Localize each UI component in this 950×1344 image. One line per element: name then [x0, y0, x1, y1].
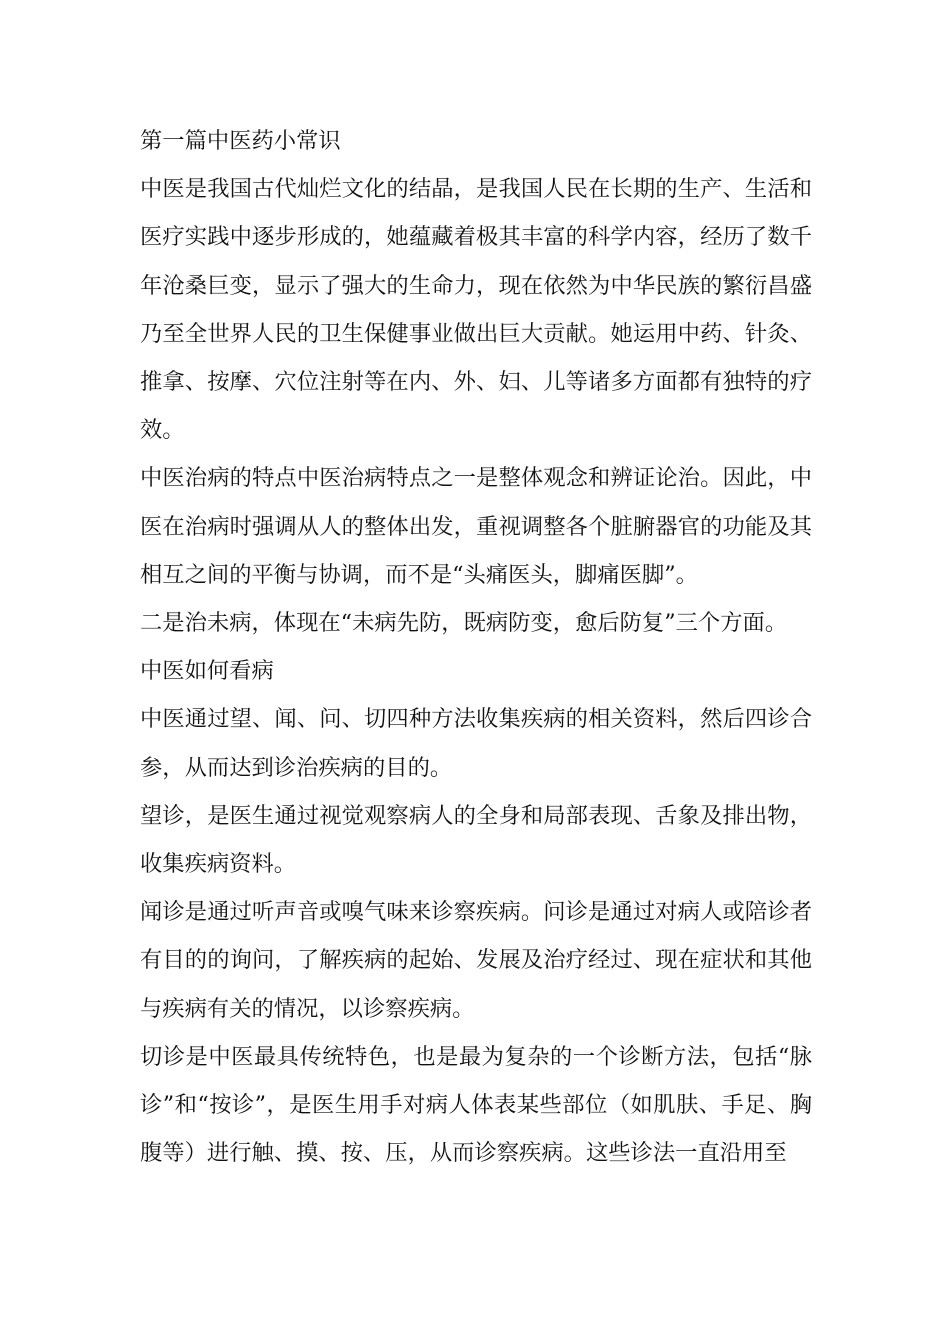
section-heading-diagnosis: 中医如何看病 [140, 658, 274, 685]
paragraph-listening-inquiry: 闻诊是通过听声音或嗅气味来诊察疾病。问诊是通过对病人或陪诊者有目的的询问，了解疾病的起始、发展及治疗经过、现在症状和其他与疾病有关的情况，以诊察疾病。 [140, 899, 812, 1022]
document-body [140, 117, 812, 1177]
paragraph-intro: 中医是我国古代灿烂文化的结晶，是我国人民在长期的生产、生活和医疗实践中逐步形成的，她蕴藏着极其丰富的科学内容，经历了数千年沧桑巨变，显示了强大的生命力，现在依然为中华民族的繁衍昌盛乃至全世界人民的卫生保健事业做出巨大贡献。她运用中药、针灸、推拿、按摩、穴位注射等在内、外、妇、儿等诸多方面都有独特的疗效。 [140, 176, 812, 444]
paragraph-treatment-features: 中医治病的特点中医治病特点之一是整体观念和辨证论治。因此，中医在治病时强调从人的整体出发，重视调整各个脏腑器官的功能及其相互之间的平衡与协调，而不是“头痛医头，脚痛医脚”。 [140, 465, 812, 588]
paragraph-inspection: 望诊，是医生通过视觉观察病人的全身和局部表现、舌象及排出物，收集疾病资料。 [140, 802, 812, 878]
paragraph-prevention: 二是治未病，体现在“未病先防，既病防变，愈后防复”三个方面。 [140, 610, 788, 637]
paragraph-palpation: 切诊是中医最具传统特色，也是最为复杂的一个诊断方法，包括“脉诊”和“按诊”，是医生用手对病人体表某些部位（如肌肤、手足、胸腹等）进行触、摸、按、压，从而诊察疾病。这些诊法一直沿用至 [140, 1043, 812, 1167]
document-title: 第一篇中医药小常识 [140, 128, 341, 154]
paragraph-four-methods: 中医通过望、闻、问、切四种方法收集疾病的相关资料，然后四诊合参，从而达到诊治疾病的目的。 [140, 706, 812, 781]
